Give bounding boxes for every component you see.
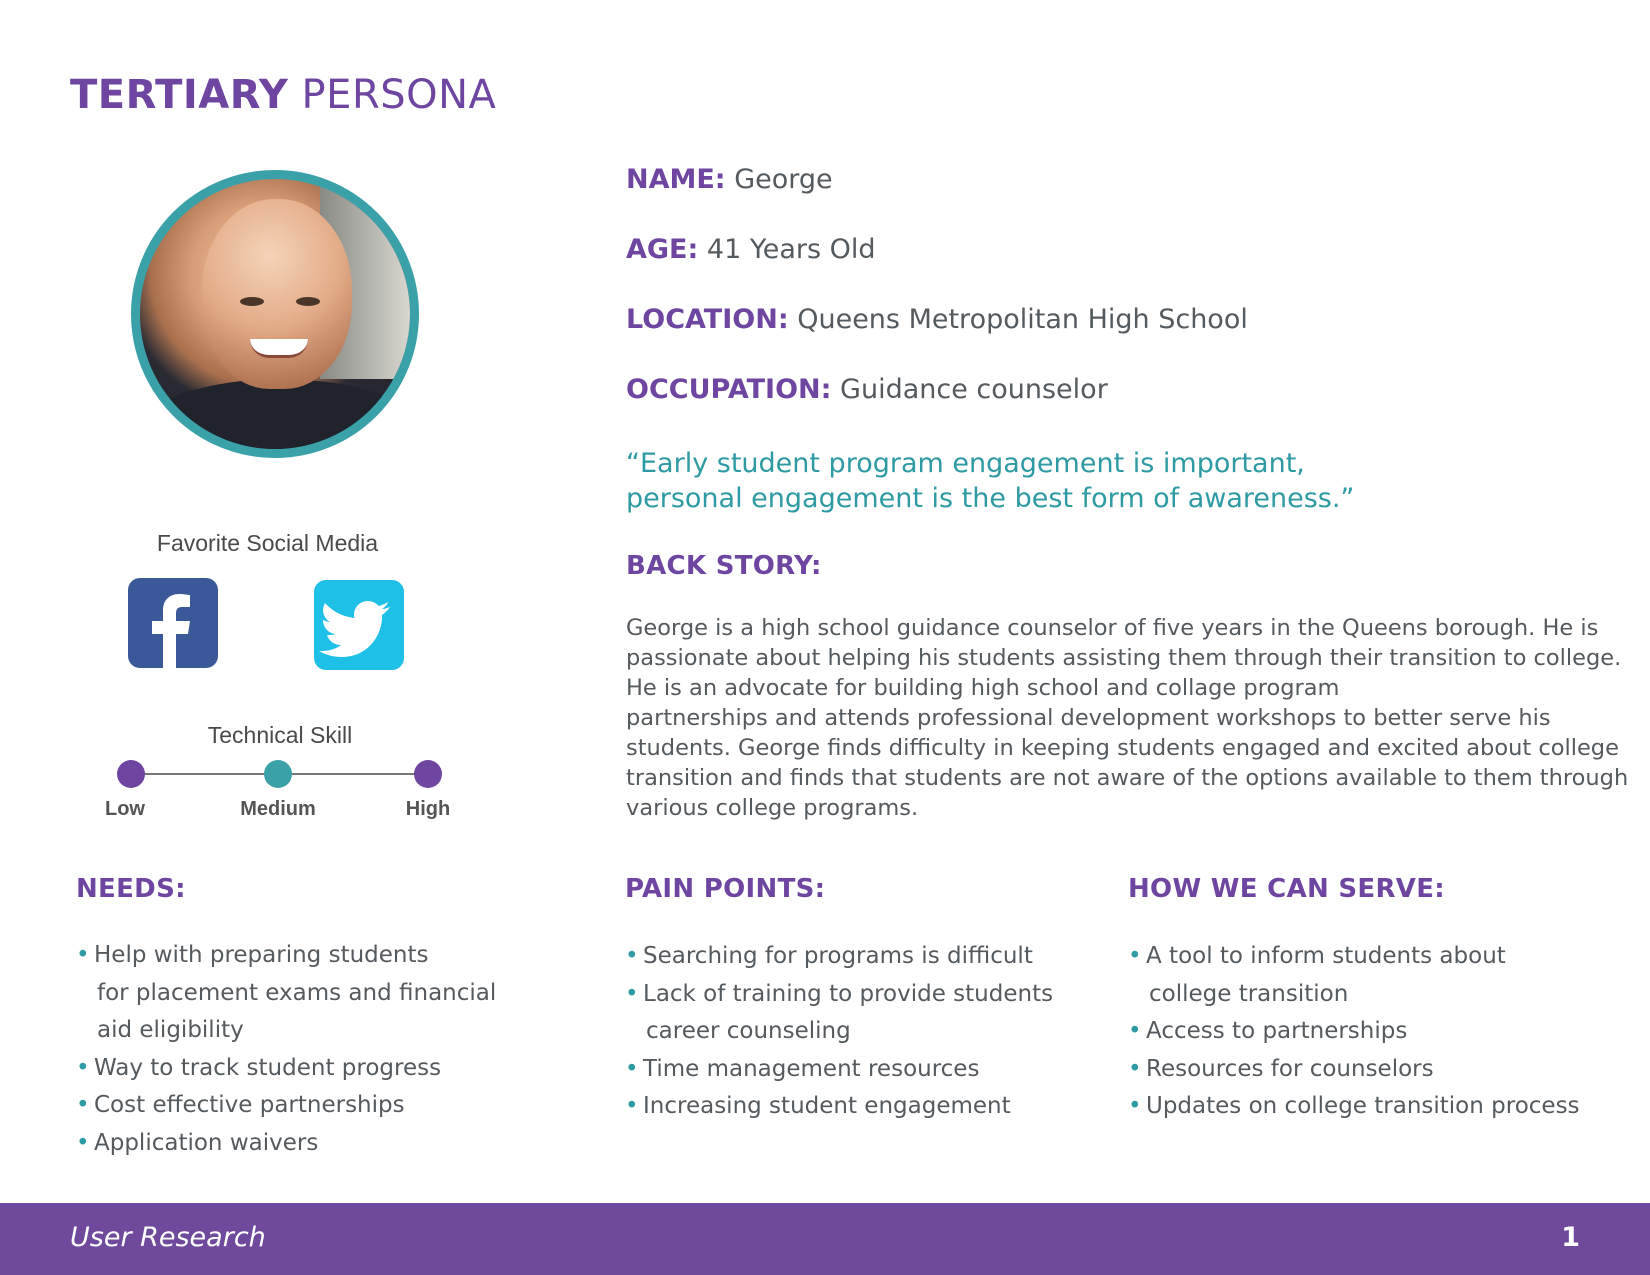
photo-shirt	[131, 379, 419, 458]
serve-heading: HOW WE CAN SERVE:	[1128, 874, 1445, 904]
backstory-line: passionate about helping his students assisting them through their transition to college.	[626, 645, 1622, 671]
backstory-line: various college programs.	[626, 795, 919, 821]
backstory-line: students. George finds difficulty in keeping students engaged and excited about college	[626, 735, 1619, 761]
photo-head	[202, 199, 352, 389]
list-item-text: aid eligibility	[97, 1017, 244, 1043]
persona-quote	[626, 446, 1354, 516]
list-item	[625, 1088, 1053, 1126]
occupation-value: Guidance counselor	[840, 374, 1108, 405]
list-item-text: Resources for counselors	[1146, 1055, 1434, 1082]
list-item-text: Increasing student engagement	[643, 1093, 1011, 1119]
occupation-field	[626, 374, 1108, 405]
photo-eye-left	[240, 297, 264, 306]
backstory-line: He is an advocate for building high school and collage program	[626, 675, 1340, 701]
age-field	[626, 234, 876, 265]
location-field	[626, 304, 1248, 335]
occupation-label: OCCUPATION:	[626, 374, 832, 405]
footer-label: User Research	[70, 1222, 266, 1253]
list-item	[625, 1051, 1053, 1089]
page-title	[70, 72, 496, 118]
list-item-text: Time management resources	[643, 1055, 980, 1082]
list-item-text: Lack of training to provide students	[643, 980, 1054, 1007]
list-item	[1128, 1088, 1580, 1126]
page-title-bold: TERTIARY	[70, 72, 289, 118]
list-item-text: Cost effective partnerships	[94, 1092, 405, 1118]
list-item	[625, 976, 1053, 1051]
list-item	[76, 1087, 496, 1125]
backstory-line: partnerships and attends professional development workshops to better serve his	[626, 705, 1551, 731]
age-label: AGE:	[626, 234, 699, 265]
photo-eye-right	[296, 297, 320, 306]
quote-line: personal engagement is the best form of awareness.”	[626, 483, 1355, 514]
skill-dot-low	[117, 760, 145, 788]
location-label: LOCATION:	[626, 304, 789, 335]
twitter-icon	[314, 580, 404, 670]
needs-list	[76, 937, 496, 1162]
serve-list	[1128, 938, 1580, 1126]
list-item-text: Access to partnerships	[1146, 1018, 1408, 1044]
backstory-line: George is a high school guidance counselor of five years in the Queens borough. He is	[626, 615, 1599, 641]
skill-label-high: High	[405, 798, 451, 820]
facebook-icon	[128, 578, 218, 668]
location-value: Queens Metropolitan High School	[797, 304, 1248, 335]
name-field	[626, 164, 833, 195]
list-item-text: college transition	[1149, 980, 1349, 1007]
name-value: George	[734, 164, 833, 195]
skill-dot-high	[414, 760, 442, 788]
page-title-rest: PERSONA	[301, 72, 497, 118]
backstory-text	[626, 613, 1629, 823]
list-item	[1128, 938, 1580, 1013]
backstory-heading: BACK STORY:	[626, 551, 822, 581]
list-item-text: for placement exams and financial	[97, 979, 497, 1006]
needs-heading: NEEDS:	[76, 874, 186, 904]
skill-label-low: Low	[105, 798, 145, 820]
persona-photo	[131, 170, 419, 458]
backstory-line: transition and finds that students are not aware of the options available to them through	[626, 765, 1629, 791]
list-item-text: Searching for programs is difficult	[643, 943, 1033, 969]
skill-dot-medium	[264, 760, 292, 788]
list-item-text: Way to track student progress	[94, 1054, 442, 1081]
skill-label-medium: Medium	[240, 798, 316, 820]
name-label: NAME:	[626, 164, 726, 195]
pain-points-list	[625, 938, 1053, 1126]
list-item	[76, 1050, 496, 1088]
list-item-text: career counseling	[646, 1018, 851, 1044]
list-item-text: Application waivers	[94, 1129, 319, 1156]
pain-points-heading: PAIN POINTS:	[625, 874, 826, 904]
age-value: 41 Years Old	[706, 234, 876, 265]
social-media-title: Favorite Social Media	[156, 530, 379, 556]
technical-skill-title: Technical Skill	[207, 722, 353, 748]
list-item	[76, 1125, 496, 1163]
list-item-text: Help with preparing students	[94, 942, 429, 968]
list-item	[625, 938, 1053, 976]
list-item-text: A tool to inform students about	[1146, 943, 1506, 969]
list-item	[76, 937, 496, 1050]
quote-line: “Early student program engagement is important,	[626, 448, 1305, 479]
list-item-text: Updates on college transition process	[1146, 1093, 1580, 1119]
page-number: 1	[1561, 1222, 1580, 1253]
list-item	[1128, 1051, 1580, 1089]
list-item	[1128, 1013, 1580, 1051]
